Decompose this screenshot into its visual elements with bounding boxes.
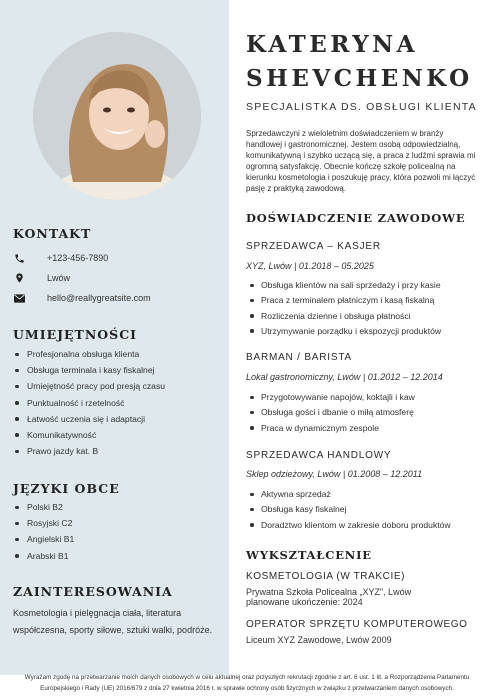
job-title: BARMAN / BARISTA bbox=[246, 352, 352, 363]
job-duties-list bbox=[246, 489, 451, 535]
interests-heading: ZAINTERESOWANIA bbox=[13, 584, 173, 599]
gdpr-line: Wyrażam zgodę na przetwarzanie moich danych osobowych w celu aktualnej oraz przyszłych rekrutacji zgodnie z art. 6 ust. 1 lit. a Rozporządzenia Parlamentu bbox=[24, 674, 470, 681]
education-school: Liceum XYZ Zawodowe, Lwów 2009 bbox=[246, 635, 392, 645]
phone-number: +123-456-7890 bbox=[47, 253, 109, 263]
language-item: Angielski B1 bbox=[13, 534, 74, 550]
skill-item: Komunikatywność bbox=[13, 430, 165, 446]
contact-phone bbox=[13, 251, 109, 265]
job-duty: Przygotowywanie napojów, koktajli i kaw bbox=[246, 392, 415, 407]
contact-location bbox=[13, 271, 71, 285]
gdpr-consent-clause bbox=[0, 672, 494, 694]
job-duty: Doradztwo klientom w zakresie doboru produktów bbox=[246, 520, 451, 535]
gdpr-line: Europejskiego i Rady (UE) 2016/679 z dnia 27 kwietnia 2016 r. w sprawie ochrony osób fizycznych w związku z przetwarzaniem danych osobowych. bbox=[40, 685, 454, 692]
job-duties-list bbox=[246, 280, 441, 341]
phone-icon bbox=[13, 252, 25, 264]
education-title: KOSMETOLOGIA (W TRAKCIE) bbox=[246, 571, 406, 582]
contact-heading: KONTAKT bbox=[13, 226, 92, 241]
last-name: SHEVCHENKO bbox=[246, 65, 473, 92]
job-duty: Aktywna sprzedaż bbox=[246, 489, 451, 504]
language-item: Arabski B1 bbox=[13, 551, 74, 567]
skill-item: Obsługa terminala i kasy fiskalnej bbox=[13, 365, 165, 381]
envelope-icon bbox=[13, 292, 25, 304]
job-meta: Sklep odzieżowy, Lwów | 01.2008 – 12.2011 bbox=[246, 469, 423, 479]
profile-summary: Sprzedawczyni z wieloletnim doświadczeniem w branży handlowej i gastronomicznej. Jestem osobą odpowiedzialną, komunikatywną i szybko uczącą się, a praca z ludźmi sprawia mi ogromną satysfakcję. Obecnie kończę szkołę policealną na kierunku kosmetologia i poszukuję pracy, która pozwoli mi łączyć pasję z praktyką zawodową. bbox=[246, 129, 476, 193]
job-subtitle: SPECJALISTKA DS. OBSŁUGI KLIENTA bbox=[246, 101, 477, 113]
job-duties-list bbox=[246, 392, 415, 438]
first-name: KATERYNA bbox=[246, 31, 418, 58]
job-meta: XYZ, Lwów | 01.2018 – 05.2025 bbox=[246, 261, 374, 271]
profile-photo bbox=[33, 32, 201, 200]
skills-list bbox=[13, 349, 165, 462]
email-address: hello@reallygreatsite.com bbox=[47, 293, 151, 303]
education-heading: WYKSZTAŁCENIE bbox=[246, 548, 372, 562]
skill-item: Umiejętność pracy pod presją czasu bbox=[13, 381, 165, 397]
job-duty: Obsługa klientów na sali sprzedaży i przy kasie bbox=[246, 280, 441, 295]
location-text: Lwów bbox=[47, 273, 71, 283]
experience-heading: DOŚWIADCZENIE ZAWODOWE bbox=[246, 211, 466, 225]
languages-list bbox=[13, 502, 74, 567]
job-duty: Obsługa kasy fiskalnej bbox=[246, 504, 451, 519]
education-date: planowane ukończenie: 2024 bbox=[246, 597, 363, 607]
skill-item: Profesjonalna obsługa klienta bbox=[13, 349, 165, 365]
skill-item: Łatwość uczenia się i adaptacji bbox=[13, 414, 165, 430]
job-meta: Lokal gastronomiczny, Lwów | 01.2012 – 12.2014 bbox=[246, 372, 443, 382]
full-name bbox=[246, 28, 473, 96]
skill-item: Prawo jazdy kat. B bbox=[13, 446, 165, 462]
interests-text: Kosmetologia i pielęgnacja ciała, literatura współczesna, sporty siłowe, sztuki walki, podróże. bbox=[13, 608, 213, 635]
education-title: OPERATOR SPRZĘTU KOMPUTEROWEGO bbox=[246, 619, 468, 630]
contact-email bbox=[13, 291, 151, 305]
job-title: SPRZEDAWCA HANDLOWY bbox=[246, 450, 392, 461]
location-pin-icon bbox=[13, 272, 25, 284]
job-duty: Rozliczenia dzienne i obsługa płatności bbox=[246, 311, 441, 326]
skills-heading: UMIEJĘTNOŚCI bbox=[13, 327, 137, 342]
job-duty: Praca z terminalem płatniczym i kasą fiskalną bbox=[246, 295, 441, 310]
language-item: Rosyjski C2 bbox=[13, 518, 74, 534]
job-duty: Utrzymywanie porządku i ekspozycji produktów bbox=[246, 326, 441, 341]
languages-heading: JĘZYKI OBCE bbox=[13, 481, 120, 496]
language-item: Polski B2 bbox=[13, 502, 74, 518]
job-duty: Praca w dynamicznym zespole bbox=[246, 423, 415, 438]
skill-item: Punktualność i rzetelność bbox=[13, 398, 165, 414]
education-school: Prywatna Szkoła Policealna „XYZ”, Lwów bbox=[246, 587, 412, 597]
job-title: SPRZEDAWCA – KASJER bbox=[246, 241, 381, 252]
job-duty: Obsługa gości i dbanie o miłą atmosferę bbox=[246, 407, 415, 422]
